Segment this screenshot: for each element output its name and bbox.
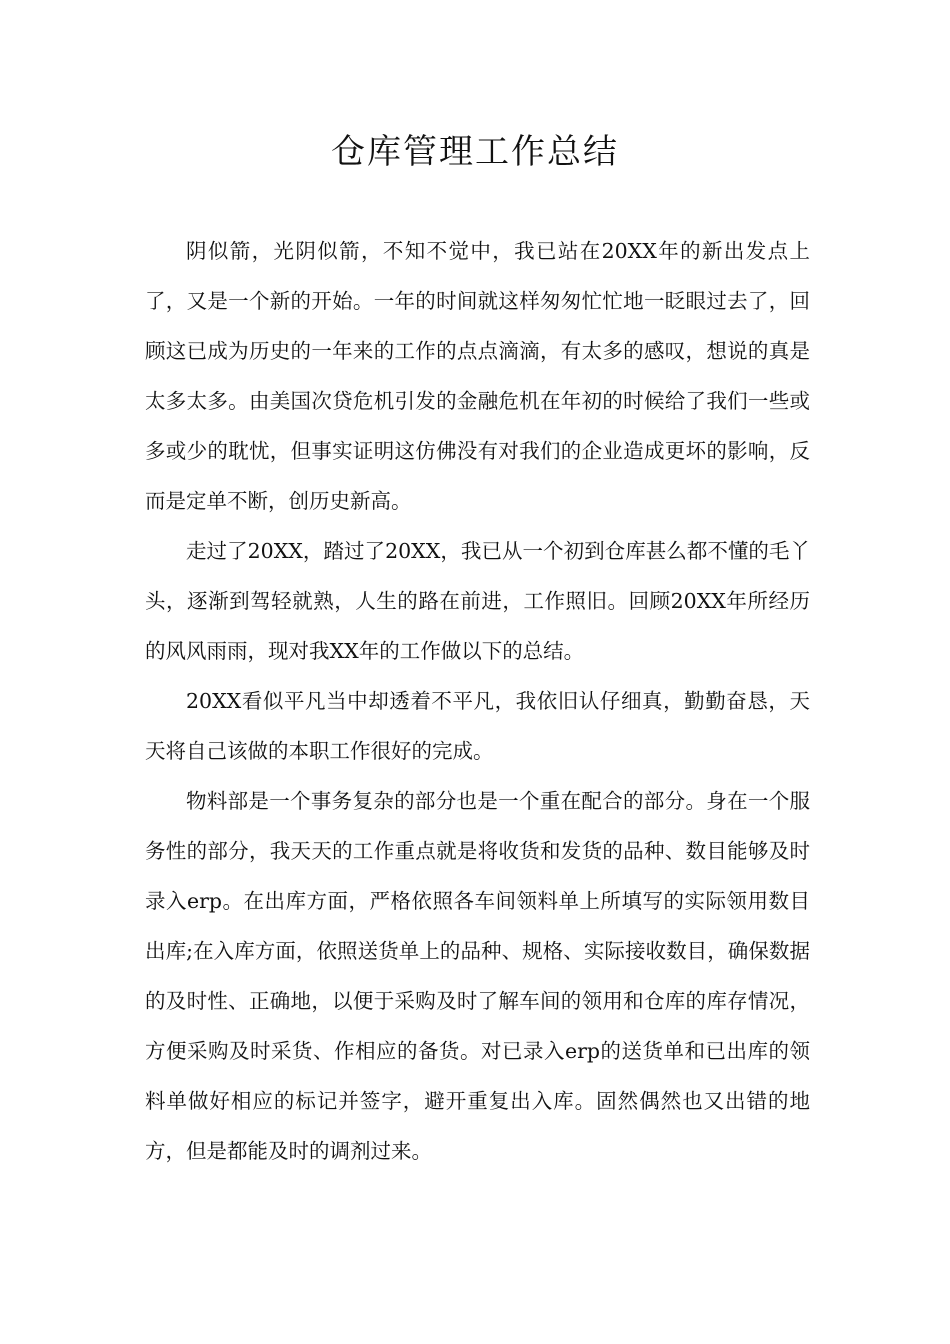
- paragraph-2: 走过了20XX，踏过了20XX，我已从一个初到仓库甚么都不懂的毛丫头，逐渐到驾轻就熟，人生的路在前进，工作照旧。回顾20XX年所经历的风风雨雨，现对我XX年的工作做以下的总结。: [145, 539, 810, 663]
- document-body: [145, 226, 810, 1176]
- paragraph-1: 阴似箭，光阴似箭，不知不觉中，我已站在20XX年的新出发点上了，又是一个新的开始。一年的时间就这样匆匆忙忙地一眨眼过去了，回顾这已成为历史的一年来的工作的点点滴滴，有太多的感叹，想说的真是太多太多。由美国次贷危机引发的金融危机在年初的时候给了我们一些或多或少的耽忧，但事实证明这仿佛没有对我们的企业造成更坏的影响，反而是定单不断，创历史新高。: [145, 239, 810, 513]
- paragraph-3: 20XX看似平凡当中却透着不平凡，我依旧认仔细真，勤勤奋恳，天天将自己该做的本职工作很好的完成。: [145, 689, 810, 763]
- paragraph-4: 物料部是一个事务复杂的部分也是一个重在配合的部分。身在一个服务性的部分，我天天的工作重点就是将收货和发货的品种、数目能够及时录入erp。在出库方面，严格依照各车间领料单上所填写的实际领用数目出库;在入库方面，依照送货单上的品种、规格、实际接收数目，确保数据的及时性、正确地，以便于采购及时了解车间的领用和仓库的库存情况，方便采购及时采货、作相应的备货。对已录入erp的送货单和已出库的领料单做好相应的标记并签字，避开重复出入库。固然偶然也又出错的地方，但是都能及时的调剂过来。: [145, 789, 810, 1163]
- document-title: 仓库管理工作总结: [331, 132, 619, 172]
